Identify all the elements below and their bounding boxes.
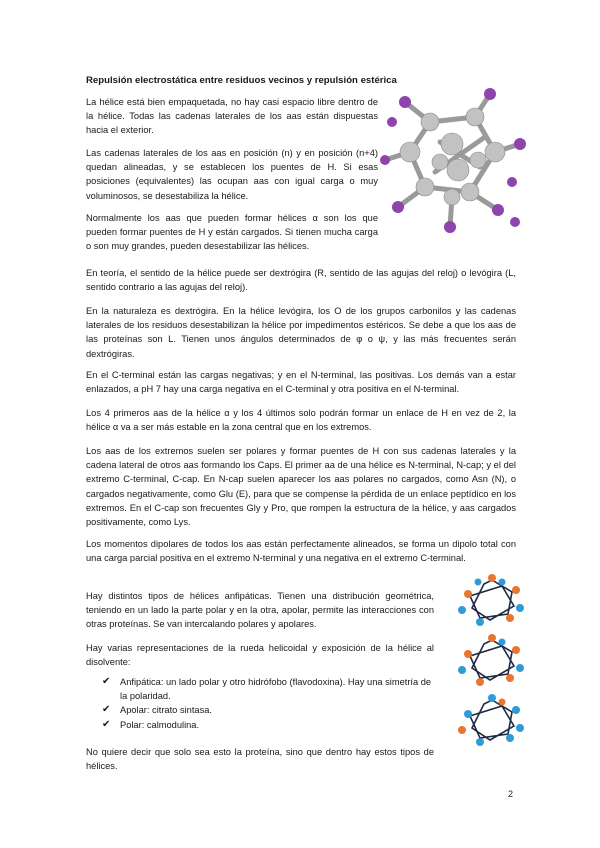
paragraph: En teoría, el sentido de la hélice puede ser dextrógira (R, sentido de las agujas del reloj) o levógira (L, sentido contrario a las agujas del reloj). (86, 268, 516, 293)
check-icon: ✔ (102, 704, 111, 716)
paragraph: Hay distintos tipos de hélices anfipáticas. Tienen una distribución geométrica, teniendo en un lado la parte polar y en la otra, apolar, permite las interacciones con otras proteínas. Se van intercalando polares y apolares. (86, 591, 434, 630)
check-icon: ✔ (102, 676, 111, 687)
helical-wheel-polar-image (440, 692, 544, 752)
paragraph: En el C-terminal están las cargas negativas; y en el N-terminal, las positivas. Los demás van a estar enlazados, a pH 7 hay una carga negativa en el C-terminal y otra positiva en el N-terminal. (86, 370, 516, 395)
paragraph: En la naturaleza es dextrógira. En la hélice levógira, los O de los grupos carbonilos y las cadenas laterales de los residuos desestabilizan la hélice por impedimentos estéricos. Se debe a que los aas de las proteínas son L. Tienen unos ángulos determinados de φ o ψ, y las más frecuentes serán dextrógiras. (86, 306, 516, 359)
helical-wheel-amphipathic-image (440, 572, 544, 632)
paragraph: Los aas de los extremos suelen ser polares y formar puentes de H con sus cadenas laterales y la cadena lateral de otros aas formando los Caps. El primer aa de una hélice es N-terminal, N-cap; y el del extremo C-terminal, C-cap. En N-cap suelen aparecer los aas polares no cargados, como Asn (N), o cargados negativamente, como Glu (E), para que se compense la pérdida de un enlace peptídico en los extremos. En el C-cap son frecuentes Gly y Pro, que rompen la estructura de la hélice, y aas cargados positivamente, como Lys. (86, 446, 516, 528)
paragraph: Las cadenas laterales de los aas en posición (n) y en posición (n+4) quedan alineadas, y se establecen los puentes de H. Si esas posiciones (equivalentes) las ocupan aas con igual carga o muy voluminosos, se desestabiliza la hélice. (86, 148, 378, 201)
helical-wheel-apolar-image (440, 632, 544, 692)
paragraph: Los momentos dipolares de todos los aas están perfectamente alineados, se forma un dipolo total con una carga parcial positiva en el extremo N-terminal y una negativa en el extremo C-terminal. (86, 539, 516, 564)
paragraph: Normalmente los aas que pueden formar hélices α son los que pueden formar puentes de H y están cargados. Si tienen mucha carga o son muy grandes, pueden desestabilizar las hélices. (86, 213, 378, 252)
helix-types-list (102, 675, 436, 732)
paragraph: Hay varias representaciones de la rueda helicoidal y exposición de la hélice al disolvente: (86, 643, 434, 668)
alpha-helix-molecule-image (380, 82, 530, 242)
list-item: ✔ Anfipática: un lado polar y otro hidrófobo (flavodoxina). Hay una simetría de la polaridad. (102, 676, 432, 702)
list-item: ✔ Apolar: citrato sintasa. (102, 703, 436, 717)
paragraph: Los 4 primeros aas de la hélice α y los 4 últimos solo podrán formar un enlace de H en vez de 2, la hélice α va a ser más estable en la zona central que en los extremos. (86, 408, 516, 433)
section-title: Repulsión electrostática entre residuos vecinos y repulsión estérica (86, 75, 397, 86)
page-number: 2 (508, 789, 514, 799)
paragraph: La hélice está bien empaquetada, no hay casi espacio libre dentro de la hélice. Todas las cadenas laterales de los aas están dispuestas hacia el exterior. (86, 97, 378, 136)
list-item: ✔ Polar: calmodulina. (102, 718, 436, 732)
check-icon: ✔ (102, 718, 111, 730)
paragraph: No quiere decir que solo sea esto la proteína, sino que dentro hay estos tipos de hélices. (86, 747, 434, 772)
